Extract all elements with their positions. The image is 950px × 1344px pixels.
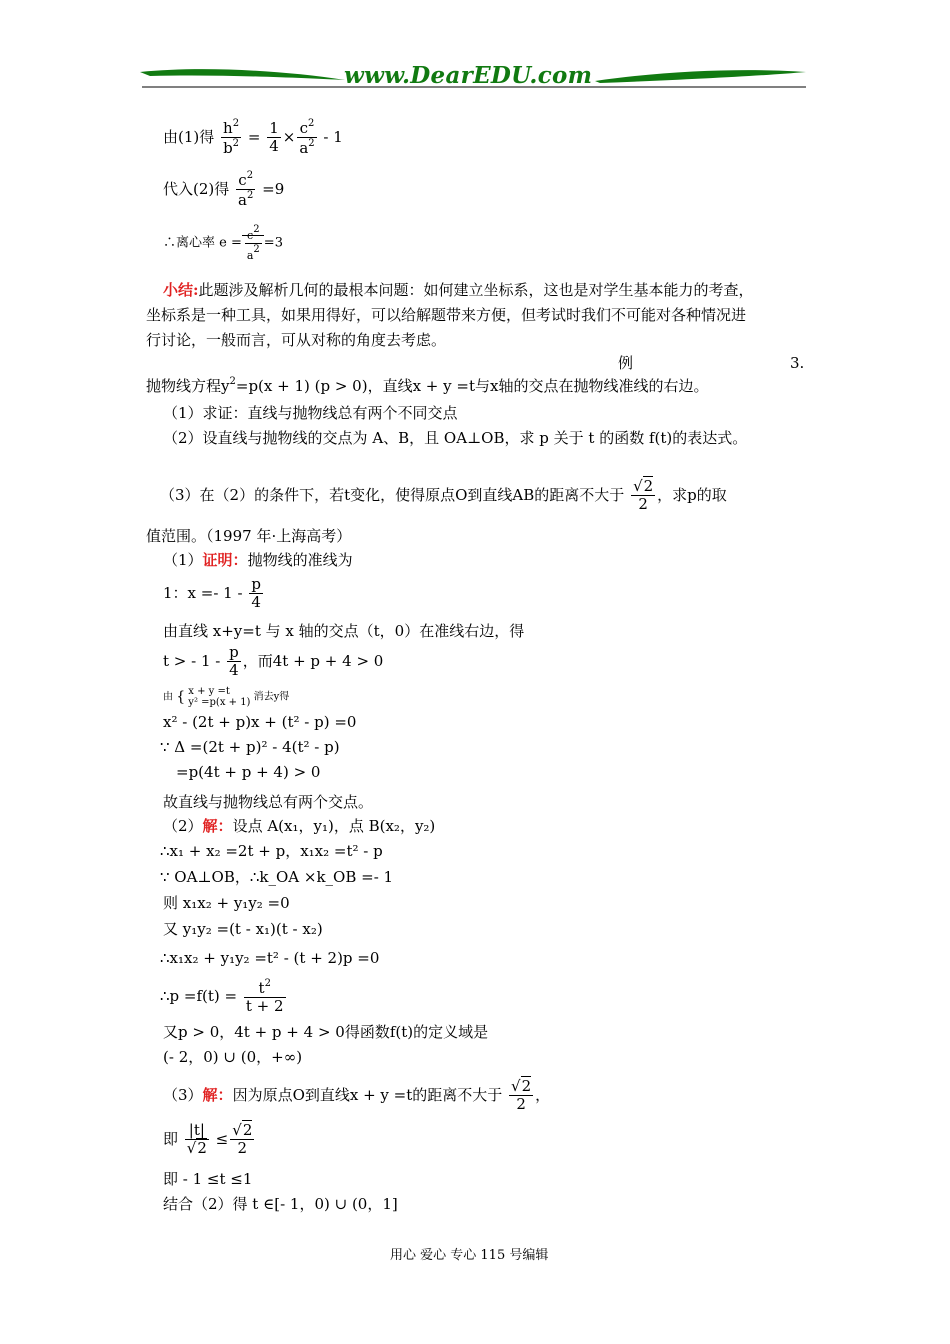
domain-line-1: 又p > 0，4t + p + 4 > 0得函数f(t)的定义域是 xyxy=(163,1023,489,1041)
proof-1-heading xyxy=(163,551,353,569)
range-line: 即 - 1 ≤t ≤1 xyxy=(163,1170,253,1188)
solution-label: 解： xyxy=(202,817,233,835)
inequality-line xyxy=(163,644,383,680)
fraction-sqrt2-2: $\frac{√2}{2}$ xyxy=(232,1121,253,1158)
also-line: 又 y₁y₂ =(t - x₁)(t - x₂) xyxy=(163,920,323,938)
text: ， xyxy=(535,1085,551,1104)
example-statement: 抛物线方程$y^2=p(x + 1) (p > 0)$，直线x + y =t与x轴的交点在抛物线准线的右边。 xyxy=(146,376,709,395)
summary-line-1 xyxy=(163,281,754,299)
fraction-c2-a2: $\frac{c^2}{a^2}$ xyxy=(299,118,315,158)
solution-label: 解： xyxy=(202,1085,233,1104)
fraction-p-4: $\frac{p}{4}$ xyxy=(229,643,239,680)
text: 设点 A(x₁，y₁)，点 B(x₂，y₂) xyxy=(232,817,436,835)
text: ∴离心率 e = xyxy=(163,235,242,251)
proof-label: 证明： xyxy=(202,551,248,569)
summary-line-3: 行讨论，一般而言，可从对称的角度去考虑。 xyxy=(146,331,447,349)
question-1: （1）求证：直线与抛物线总有两个不同交点 xyxy=(163,404,458,422)
text: 由(1)得 xyxy=(163,127,215,146)
discriminant-line-2: =p(4t + p + 4) > 0 xyxy=(176,763,321,781)
sum-line: ∴x₁x₂ + y₁y₂ =t² - (t + 2)p =0 xyxy=(160,949,380,967)
vieta-line: ∴x₁ + x₂ =2t + p，x₁x₂ =t² - p xyxy=(160,842,383,860)
intersect-text: 由直线 x+y=t 与 x 轴的交点（t，0）在准线右边，得 xyxy=(163,622,525,640)
fraction-1-4: $\frac{1}{4}$ xyxy=(269,119,279,156)
question-2: （2）设直线与抛物线的交点为 A、B，且 OA⊥OB，求 p 关于 t 的函数 f(t)的表达式。 xyxy=(163,429,748,447)
left-swoosh-icon xyxy=(140,69,345,80)
equation-eccentricity xyxy=(163,224,283,262)
text: ，而4t + p + 4 > 0 xyxy=(242,651,384,670)
solution-2-heading xyxy=(163,817,435,835)
fraction-c2-a2: $\frac{c^2}{a^2}$ xyxy=(238,170,254,210)
example-number: 3. xyxy=(790,354,805,372)
fraction-p-4: $\frac{p}{4}$ xyxy=(251,575,261,612)
text: 因为原点O到直线x + y =t的距离不大于 xyxy=(232,1085,503,1104)
site-logo: www.DearEDU.com xyxy=(344,62,593,89)
combine-line: 结合（2）得 t ∈[- 1，0) ∪ (0，1] xyxy=(163,1195,398,1213)
summary-label: 小结: xyxy=(163,281,199,299)
fraction-sqrt2-2: $\frac{√2}{2}$ xyxy=(511,1077,532,1114)
text: （3） xyxy=(163,1085,203,1104)
text: =p(x + 1) (p > 0)，直线x + y =t与x轴的交点在抛物线准线的右边。 xyxy=(235,377,709,395)
solution-3-heading xyxy=(163,1078,550,1114)
text: 消去y得 xyxy=(253,691,290,703)
text: 抛物线的准线为 xyxy=(247,551,353,569)
text: 1：x =- 1 - xyxy=(163,583,243,602)
equation-line-1: 由(1)得 $\frac{h^2}{b^2}$ = $\frac{1}{4}$ × $\frac{c^2}{a^2}$ - 1 xyxy=(163,118,343,158)
fraction-h2-b2: $\frac{h^2}{b^2}$ xyxy=(223,118,240,158)
text: 此题涉及解析几何的最根本问题：如何建立坐标系，这也是对学生基本能力的考查， xyxy=(198,281,754,299)
question-3-line-2: 值范围。（1997 年·上海高考） xyxy=(146,527,352,545)
then-line: 则 x₁x₂ + y₁y₂ =0 xyxy=(163,894,290,912)
text: （3）在（2）的条件下，若t变化，使得原点O到直线AB的距离不大于 xyxy=(160,485,625,504)
text: ∴p =f(t) = xyxy=(160,986,238,1005)
function-line xyxy=(160,978,288,1016)
text: 即 xyxy=(163,1129,179,1148)
system-row-1: x + y =t xyxy=(188,686,230,697)
text: =9 xyxy=(262,179,285,198)
text: t > - 1 - xyxy=(163,651,221,670)
fraction-sqrt2-2: $\frac{√2}{2}$ xyxy=(633,477,654,514)
text: 代入(2)得 xyxy=(163,179,230,198)
text: - 1 xyxy=(323,127,343,146)
text: 抛物线方程 xyxy=(146,377,222,395)
example-label: 例 xyxy=(618,354,634,372)
conclusion-1: 故直线与抛物线总有两个交点。 xyxy=(163,793,374,811)
quadratic-equation: x² - (2t + p)x + (t² - p) =0 xyxy=(163,713,357,731)
fraction-t2-t-plus-2: $\frac{t^2}{t + 2}$ xyxy=(245,978,284,1016)
text: =3 xyxy=(263,235,283,251)
text: （2） xyxy=(163,817,203,835)
domain-line-2: (- 2，0) ∪ (0，+∞) xyxy=(163,1048,303,1066)
equation-line-2 xyxy=(163,170,284,210)
discriminant-line-1: ∵ Δ =(2t + p)² - 4(t² - p) xyxy=(160,738,340,756)
system-equations: 由 { x + y =t y² =p(x + 1) 消去y得 xyxy=(163,686,290,708)
fraction-abs-t-sqrt2: $\frac{|t|}{√2}$ xyxy=(186,1121,207,1158)
question-3 xyxy=(160,478,727,514)
text: （1） xyxy=(163,551,203,569)
text: ，求p的取 xyxy=(657,485,727,504)
summary-line-2: 坐标系是一种工具，如果用得好，可以给解题带来方便，但考试时我们不可能对各种情况进 xyxy=(146,306,747,324)
directrix-equation xyxy=(163,576,265,612)
sqrt-expression: $\frac{c2}{a2}$ xyxy=(242,235,264,251)
system-row-2: y² =p(x + 1) xyxy=(188,697,251,708)
page-footer: 用心 爱心 专心 115 号编辑 xyxy=(390,1248,549,1263)
distance-inequality: 即 $\frac{|t|}{√2}$ ≤ $\frac{√2}{2}$ xyxy=(163,1121,253,1158)
text: 由 xyxy=(163,691,173,703)
perpendicular-line: ∵ OA⊥OB，∴k_OA ×k_OB =- 1 xyxy=(160,868,394,886)
right-swoosh-icon xyxy=(595,70,806,83)
